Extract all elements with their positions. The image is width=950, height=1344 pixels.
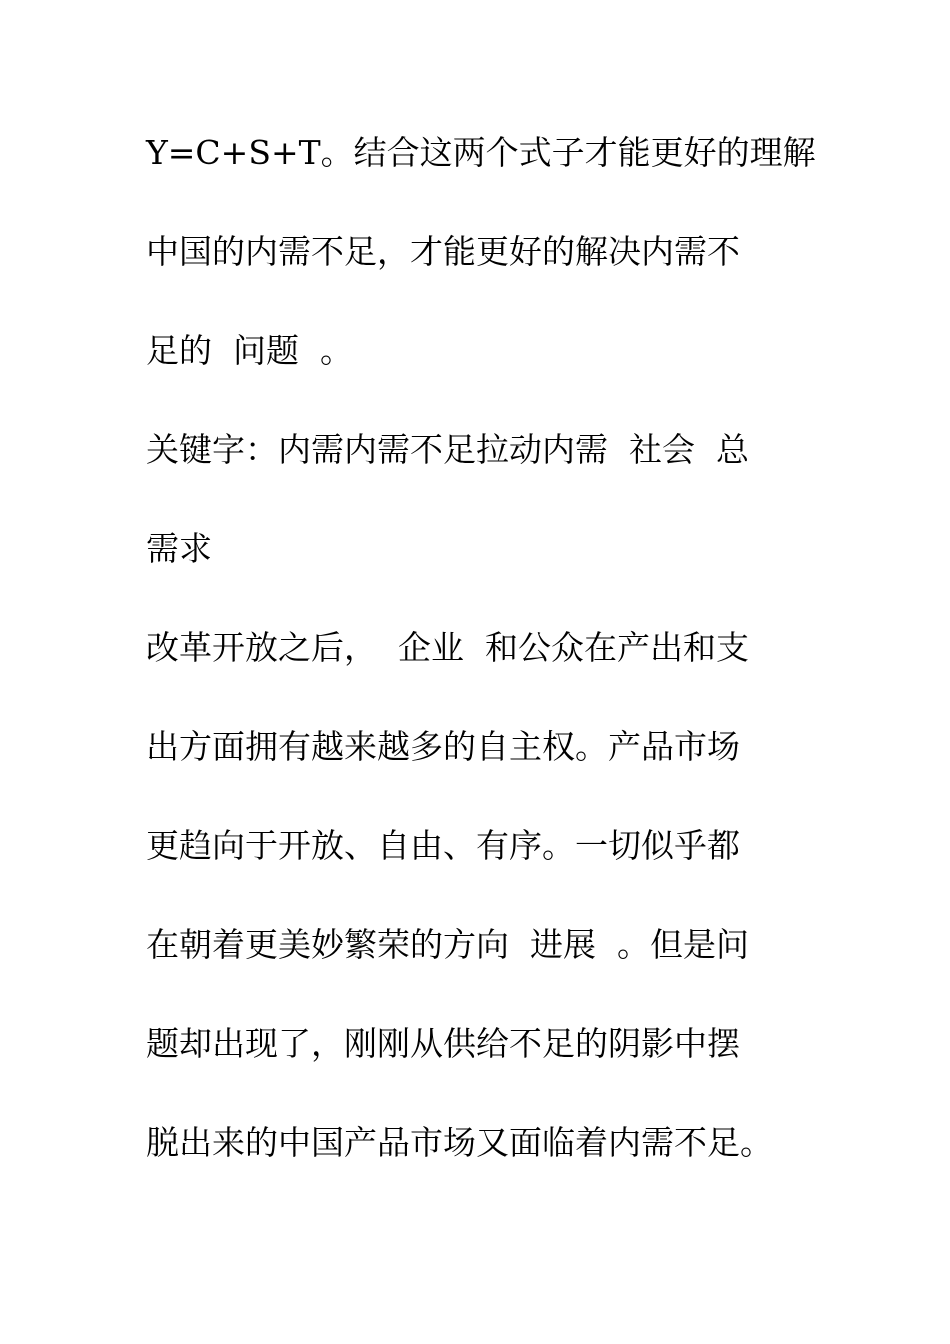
text-line: 脱出来的中国产品市场又面临着内需不足。: [146, 1123, 773, 1162]
body-text: [146, 128, 816, 1217]
text-line: 在朝着更美妙繁荣的方向 进展 。但是问: [146, 925, 749, 964]
text-line: 足的 问题 。: [146, 331, 353, 370]
keywords-line: 关键字：内需内需不足拉动内需 社会 总: [146, 430, 749, 469]
text-line: Y=C+S+T。结合这两个式子才能更好的理解: [146, 133, 816, 172]
text-line: 改革开放之后， 企业 和公众在产出和支: [146, 628, 749, 667]
keywords-line: 需求: [146, 529, 212, 568]
text-line: 中国的内需不足，才能更好的解决内需不: [146, 232, 740, 271]
text-line: 题却出现了，刚刚从供给不足的阴影中摆: [146, 1024, 740, 1063]
text-line: 更趋向于开放、自由、有序。一切似乎都: [146, 826, 740, 865]
text-line: 出方面拥有越来越多的自主权。产品市场: [146, 727, 740, 766]
